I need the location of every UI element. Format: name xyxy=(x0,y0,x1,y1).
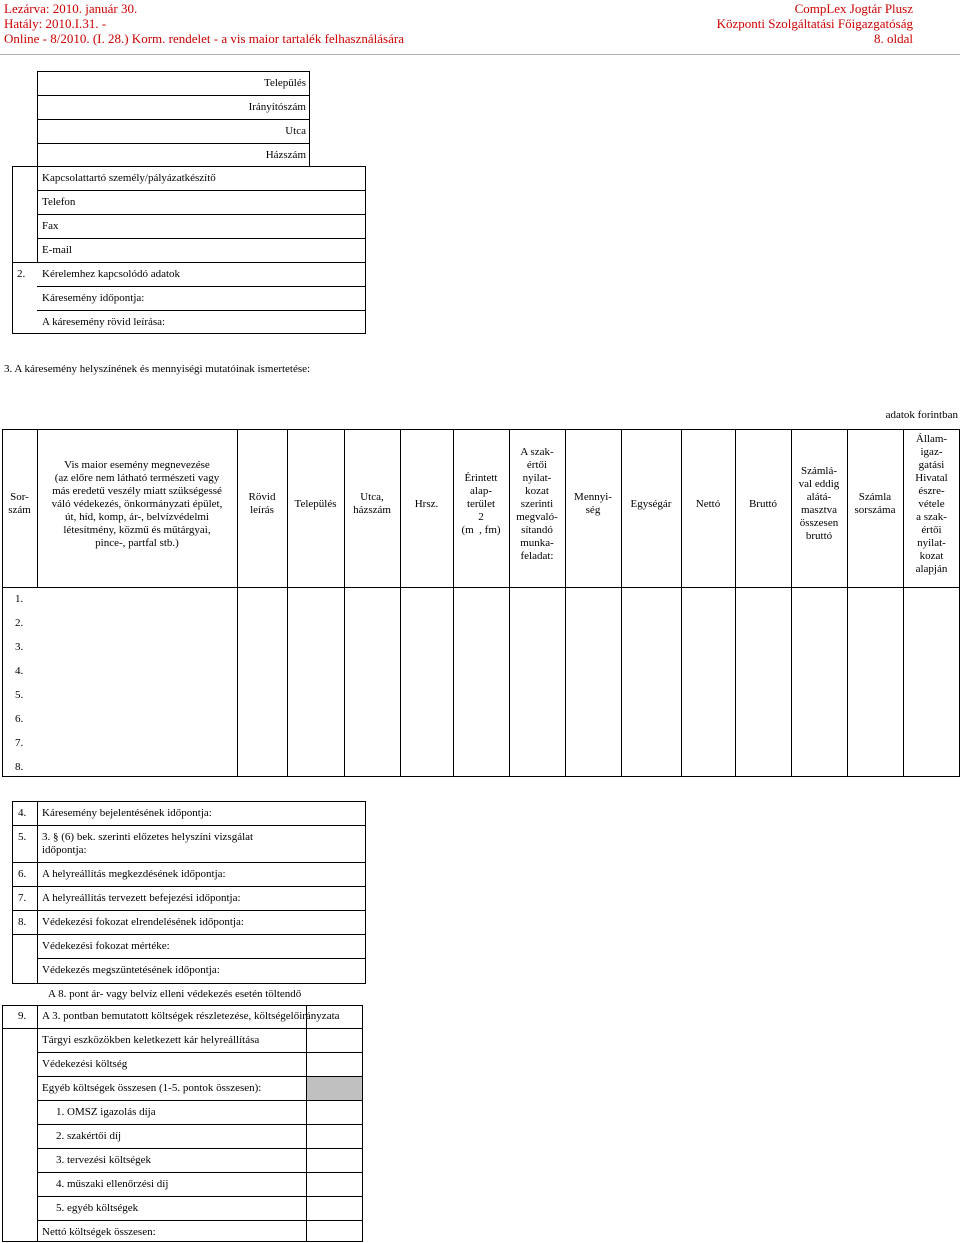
col-serial xyxy=(2,430,37,578)
cost-design: 3. tervezési költségek xyxy=(56,1154,151,1166)
section2-title: Kérelemhez kapcsolódó adatok xyxy=(42,268,181,280)
row-number: 1. xyxy=(15,593,24,605)
section9-title: A 3. pontban bemutatott költségek részletezése, költségelőirányzata xyxy=(42,1010,340,1022)
col-serial-label: Sor- szám xyxy=(8,491,31,516)
col-street-label: Utca, házszám xyxy=(353,491,391,516)
label-fax: Fax xyxy=(42,220,59,232)
row-number: 6. xyxy=(15,713,24,725)
pont8-note: A 8. pont ár- vagy belvíz elleni védekezés esetén töltendő xyxy=(48,988,302,1000)
section3-title: 3. A káresemény helyszínének és mennyiségi mutatóinak ismertetése: xyxy=(4,363,311,375)
cost-technical: 4. műszaki ellenőrzési díj xyxy=(56,1178,169,1190)
row-number: 4. xyxy=(15,665,24,677)
col-short-desc xyxy=(237,430,287,578)
col-settlement-label: Település xyxy=(294,497,337,510)
cost-defense: Védekezési költség xyxy=(42,1058,128,1070)
col-area-label: Érintett alap- terület 2 (m , fm) xyxy=(461,471,501,536)
label-email: E-mail xyxy=(42,244,72,256)
label-street: Utca xyxy=(285,125,306,137)
cost-other-total: Egyéb költségek összesen (1-5. pontok összesen): xyxy=(42,1082,262,1094)
header-effective: Hatály: 2010.I.31. - xyxy=(4,16,107,31)
col-invoice-number-label: Számla sorszáma xyxy=(854,491,896,516)
header-regulation: Online - 8/2010. (I. 28.) Korm. rendelet - a vis maior tartalék felhasználására xyxy=(4,31,404,46)
header-left xyxy=(4,1,404,46)
row-number: 2. xyxy=(15,617,24,629)
label-report-time: Káresemény bejelentésének időpontja: xyxy=(42,807,212,819)
col-office-remark-label: Állam- igaz- gatási Hivatal észre- vétele a szak- értői nyilat- kozat alapján xyxy=(915,432,948,575)
header-closed-date: Lezárva: 2010. január 30. xyxy=(4,1,138,16)
col-office-remark xyxy=(903,430,960,578)
label-house-number: Házszám xyxy=(265,149,306,161)
col-quantity-label: Mennyi- ség xyxy=(574,491,612,516)
col-expert-task-label: A szak- értői nyilat- kozat szerinti megvaló- sítandó munka- feladat: xyxy=(516,445,558,562)
col-hrsz-label: Hrsz. xyxy=(414,497,439,510)
cost-other: 5. egyéb költségek xyxy=(56,1202,139,1214)
shaded-cell xyxy=(306,1076,363,1101)
item-number: 5. xyxy=(18,831,27,843)
label-defense-end: Védekezés megszüntetésének időpontja: xyxy=(42,964,220,976)
col-invoiced-total-label: Számlá- val eddig alátá- masztva összesen bruttó xyxy=(798,465,840,542)
col-area xyxy=(453,430,509,578)
col-unit-price xyxy=(621,430,681,578)
label-defense-level: Védekezési fokozat mértéke: xyxy=(42,940,170,952)
header-app-name: CompLex Jogtár Plusz xyxy=(794,1,913,16)
row-number: 8. xyxy=(15,761,24,773)
row-number: 7. xyxy=(15,737,24,749)
cost-expert: 2. szakértői díj xyxy=(56,1130,122,1142)
label-restore-end: A helyreállítás tervezett befejezési időpontja: xyxy=(42,892,241,904)
col-net xyxy=(681,430,735,578)
header-right xyxy=(717,1,913,46)
cost-omsz: 1. OMSZ igazolás díja xyxy=(56,1106,156,1118)
col-net-label: Nettó xyxy=(695,497,721,510)
col-event-name-label: Vis maior esemény megnevezése (az előre nem látható természeti vagy más eredetű veszély miatt szükségessé váló védekezés, önkormányzati épület, út, híd, komp, ár-, belvízvédelmi létesítmény, közmű és műtárgyai, pince-, partfal stb.) xyxy=(51,458,223,549)
label-site-inspection: 3. § (6) bek. szerinti előzetes helyszíni vizsgálat időpontja: xyxy=(42,831,254,856)
label-postcode: Irányítószám xyxy=(248,101,306,113)
col-gross-label: Bruttó xyxy=(748,497,778,510)
col-street xyxy=(344,430,400,578)
item-number: 4. xyxy=(18,807,27,819)
cost-net-total: Nettó költségek összesen: xyxy=(42,1226,156,1238)
unit-note: adatok forintban xyxy=(885,409,958,421)
col-hrsz xyxy=(400,430,453,578)
col-invoiced-total xyxy=(791,430,847,578)
label-restore-start: A helyreállítás megkezdésének időpontja: xyxy=(42,868,226,880)
cost-asset-damage: Tárgyi eszközökben keletkezett kár helyreállítása xyxy=(42,1034,260,1046)
col-settlement xyxy=(287,430,344,578)
col-invoice-number xyxy=(847,430,903,578)
col-event-name xyxy=(37,430,237,578)
row-number: 5. xyxy=(15,689,24,701)
label-settlement: Település xyxy=(264,77,306,89)
item-number: 6. xyxy=(18,868,27,880)
header-rule xyxy=(0,54,960,55)
col-unit-price-label: Egységár xyxy=(630,497,672,510)
col-short-desc-label: Rövid leírás xyxy=(248,491,276,516)
col-gross xyxy=(735,430,791,578)
item-number: 7. xyxy=(18,892,27,904)
label-defense-order: Védekezési fokozat elrendelésének időpontja: xyxy=(42,916,244,928)
section9-number: 9. xyxy=(18,1010,27,1022)
label-contact-person: Kapcsolattartó személy/pályázatkészítő xyxy=(42,172,216,184)
header-page: 8. oldal xyxy=(874,31,913,46)
label-event-desc: A káresemény rövid leírása: xyxy=(42,316,166,328)
col-quantity xyxy=(565,430,621,578)
header-org: Központi Szolgáltatási Főigazgatóság xyxy=(716,16,913,31)
label-phone: Telefon xyxy=(42,196,76,208)
item-number: 8. xyxy=(18,916,27,928)
label-event-time: Káresemény időpontja: xyxy=(42,292,145,304)
row-number: 3. xyxy=(15,641,24,653)
section2-number: 2. xyxy=(17,268,26,280)
col-expert-task xyxy=(509,430,565,578)
